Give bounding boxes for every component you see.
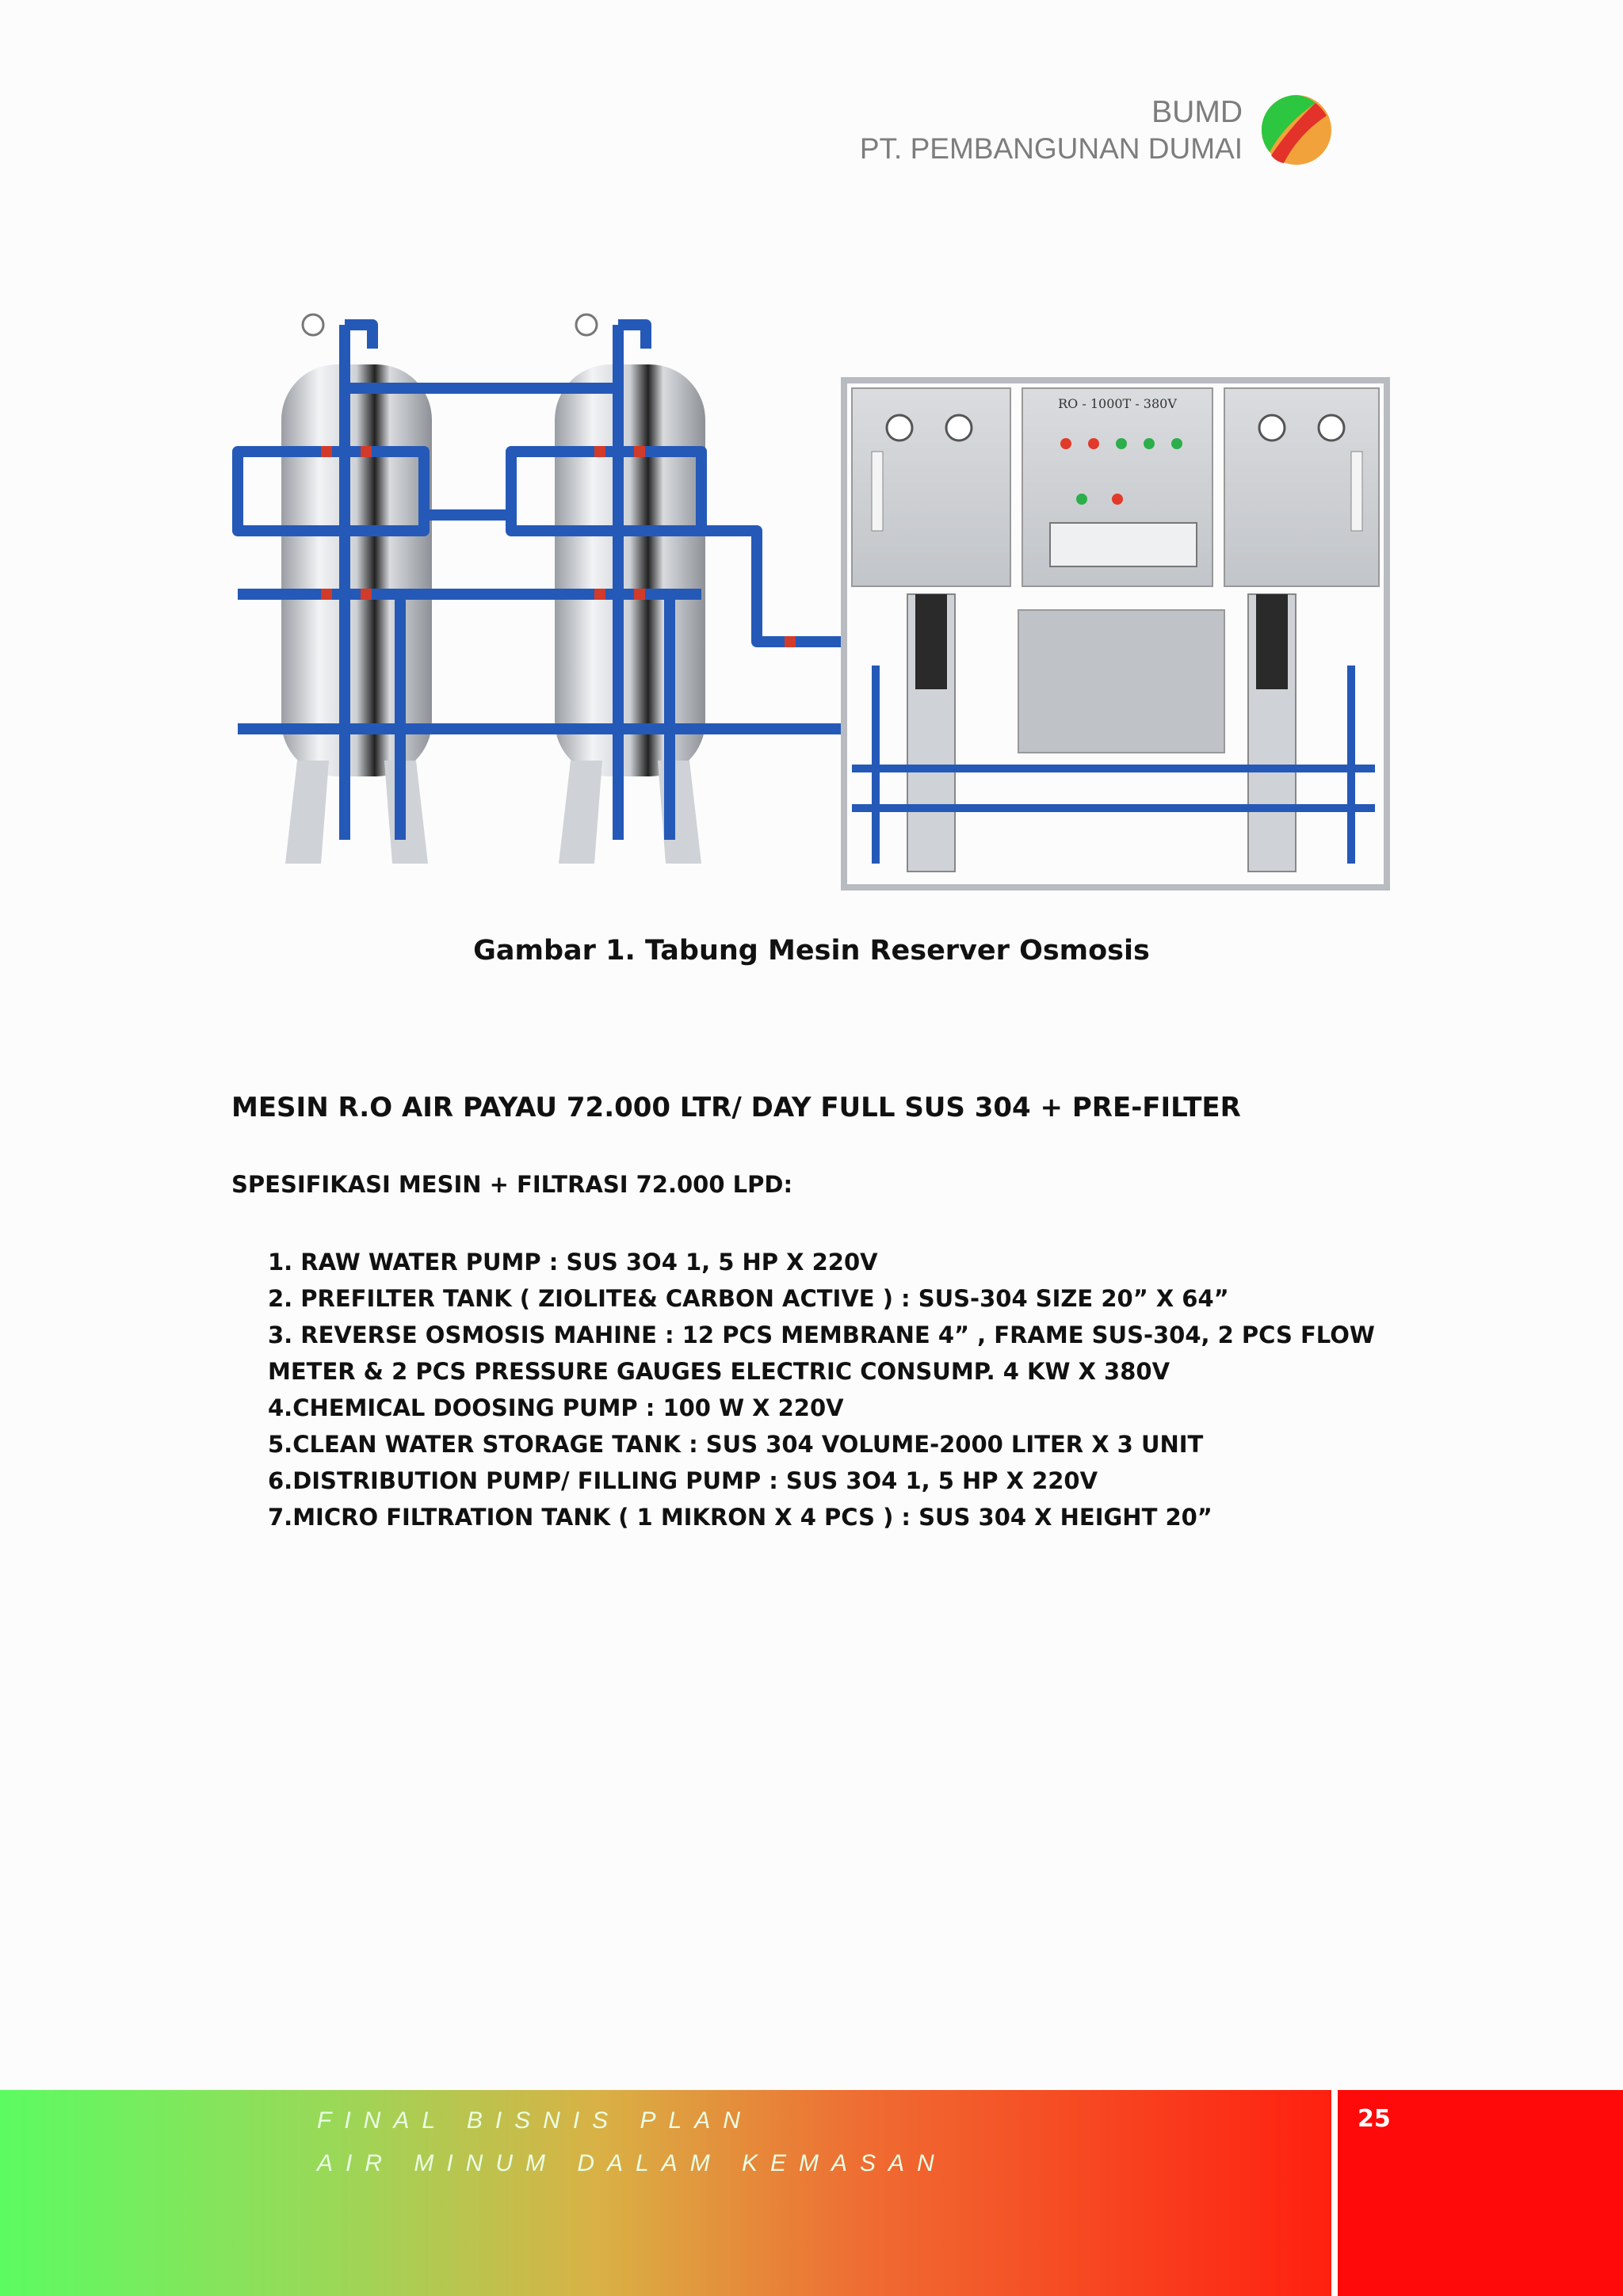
header-org: BUMD bbox=[1151, 95, 1243, 129]
spec-item: 1. RAW WATER PUMP : SUS 3O4 1, 5 HP X 220V bbox=[268, 1249, 878, 1276]
footer-line-1: FINAL BISNIS PLAN bbox=[317, 2107, 753, 2134]
spec-heading: SPESIFIKASI MESIN + FILTRASI 72.000 LPD: bbox=[231, 1171, 793, 1198]
spec-item: 5.CLEAN WATER STORAGE TANK : SUS 304 VOLUME-2000 LITER X 3 UNIT bbox=[268, 1431, 1204, 1458]
spec-item: 6.DISTRIBUTION PUMP/ FILLING PUMP : SUS 3O4 1, 5 HP X 220V bbox=[268, 1467, 1098, 1494]
page-footer bbox=[0, 2090, 1331, 2296]
ro-panel-label: RO - 1000T - 380V bbox=[1058, 396, 1177, 411]
company-logo bbox=[1260, 93, 1333, 166]
prefilter-tank-2 bbox=[555, 364, 705, 864]
spec-item: METER & 2 PCS PRESSURE GAUGES ELECTRIC CONSUMP. 4 KW X 380V bbox=[268, 1358, 1170, 1385]
footer-divider bbox=[1331, 2090, 1338, 2296]
spec-item: 2. PREFILTER TANK ( ZIOLITE& CARBON ACTIVE ) : SUS-304 SIZE 20” X 64” bbox=[268, 1285, 1229, 1312]
ro-machine-figure bbox=[226, 293, 1391, 895]
spec-list bbox=[268, 1244, 1377, 1535]
header-company: PT. PEMBANGUNAN DUMAI bbox=[859, 132, 1243, 165]
prefilter-tank-1 bbox=[281, 364, 432, 864]
spec-item: 7.MICRO FILTRATION TANK ( 1 MIKRON X 4 PCS ) : SUS 304 X HEIGHT 20” bbox=[268, 1504, 1212, 1531]
footer-line-2: AIR MINUM DALAM KEMASAN bbox=[317, 2150, 947, 2176]
figure-caption: Gambar 1. Tabung Mesin Reserver Osmosis bbox=[473, 935, 1150, 967]
spec-item: 3. REVERSE OSMOSIS MAHINE : 12 PCS MEMBRANE 4” , FRAME SUS-304, 2 PCS FLOW bbox=[268, 1322, 1375, 1348]
section-title: MESIN R.O AIR PAYAU 72.000 LTR/ DAY FULL SUS 304 + PRE-FILTER bbox=[231, 1092, 1241, 1123]
page-header bbox=[860, 93, 1243, 166]
page-number: 25 bbox=[1358, 2105, 1391, 2133]
spec-item: 4.CHEMICAL DOOSING PUMP : 100 W X 220V bbox=[268, 1394, 844, 1421]
